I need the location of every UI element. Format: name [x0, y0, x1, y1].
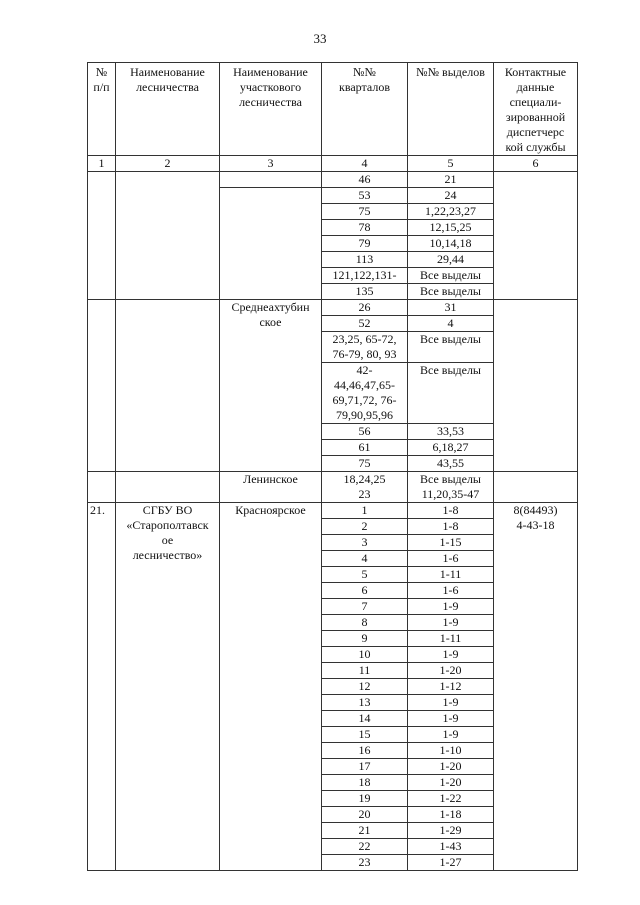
cell-lesnichestvo [116, 172, 220, 300]
cell-uchastkovoe [220, 300, 322, 472]
cell-kvartal: 15 [322, 727, 408, 743]
text-line: СГБУ ВО [142, 503, 193, 517]
forestry-table [87, 62, 578, 871]
cell-kvartal: 79 [322, 236, 408, 252]
cell-vydel: 33,53 [408, 424, 494, 440]
cell-kvartal: 23 [322, 855, 408, 871]
cell-lesnichestvo [116, 503, 220, 871]
cell-kvartal: 53 [322, 188, 408, 204]
cell-vydel: 1-11 [408, 567, 494, 583]
text-line: 44,46,47,65- [334, 378, 395, 392]
cell-vydel: 1-10 [408, 743, 494, 759]
header-kvartaly: №№ кварталов [322, 63, 408, 156]
cell-vydel: Все выделы [408, 268, 494, 284]
cell-kvartal: 1 [322, 503, 408, 519]
column-number: 4 [322, 156, 408, 172]
cell-lesnichestvo [116, 300, 220, 472]
cell-kvartal: 11 [322, 663, 408, 679]
cell-vydel: Все выделы [408, 332, 494, 363]
cell-kvartal [322, 424, 408, 440]
text-line: 61 [358, 440, 371, 454]
header-vydely: №№ выделов [408, 63, 494, 156]
text-line: Все выделы [419, 472, 481, 486]
header-contacts: Контактные данные специали- зированной диспетчерс кой службы [494, 63, 578, 156]
cell-vydel: 1-6 [408, 551, 494, 567]
text-line: 75 [358, 456, 371, 470]
cell-vydel [408, 472, 494, 503]
cell-uchastkovoe [220, 172, 322, 188]
cell-kvartal: 14 [322, 711, 408, 727]
cell-kvartal: 21 [322, 823, 408, 839]
table-row [88, 300, 578, 316]
cell-uchastkovoe: Красноярское [220, 503, 322, 871]
cell-vydel: 1-9 [408, 711, 494, 727]
cell-contacts [494, 300, 578, 472]
text-line: ское [259, 315, 282, 329]
cell-kvartal [322, 300, 408, 316]
cell-contacts [494, 472, 578, 503]
text-line: лесничество» [132, 548, 203, 562]
cell-vydel: 4 [408, 316, 494, 332]
cell-num: 21. [88, 503, 116, 871]
header-row [88, 63, 578, 156]
header-num: № п/п [88, 63, 116, 156]
cell-vydel: 1-20 [408, 663, 494, 679]
cell-kvartal: 4 [322, 551, 408, 567]
cell-kvartal: 46 [322, 172, 408, 188]
cell-kvartal: 12 [322, 679, 408, 695]
cell-vydel: Все выделы [408, 284, 494, 300]
cell-vydel: 1-20 [408, 759, 494, 775]
table-row [88, 472, 578, 503]
column-number: 5 [408, 156, 494, 172]
page-number: 33 [313, 31, 327, 46]
cell-kvartal: 135 [322, 284, 408, 300]
cell-vydel: Все выделы [408, 363, 494, 424]
cell-kvartal: 8 [322, 615, 408, 631]
cell-vydel: 1-18 [408, 807, 494, 823]
cell-kvartal: 78 [322, 220, 408, 236]
cell-kvartal: 113 [322, 252, 408, 268]
cell-vydel: 29,44 [408, 252, 494, 268]
column-number: 2 [116, 156, 220, 172]
text-line: 23,25, 65-72, [332, 332, 397, 346]
cell-vydel: 1-6 [408, 583, 494, 599]
cell-vydel: 31 [408, 300, 494, 316]
cell-kvartal: 7 [322, 599, 408, 615]
cell-vydel: 1-8 [408, 519, 494, 535]
cell-vydel: 1-9 [408, 615, 494, 631]
cell-vydel: 10,14,18 [408, 236, 494, 252]
cell-vydel: 1-27 [408, 855, 494, 871]
cell-vydel: 1-43 [408, 839, 494, 855]
cell-vydel: 1-29 [408, 823, 494, 839]
text-line: Среднеахтубин [231, 300, 310, 314]
cell-vydel: 1-22 [408, 791, 494, 807]
cell-kvartal: 3 [322, 535, 408, 551]
cell-kvartal [322, 363, 408, 424]
cell-vydel: 43,55 [408, 456, 494, 472]
cell-kvartal: 19 [322, 791, 408, 807]
cell-contacts [494, 172, 578, 300]
text-line: 4-43-18 [516, 518, 555, 532]
cell-kvartal: 18 [322, 775, 408, 791]
cell-num [88, 172, 116, 300]
cell-num [88, 472, 116, 503]
column-number: 6 [494, 156, 578, 172]
column-number-row [88, 156, 578, 172]
text-line: 23 [358, 487, 371, 501]
text-line: 8(84493) [513, 503, 558, 517]
cell-uchastkovoe: Ленинское [220, 472, 322, 503]
table-row [88, 172, 578, 188]
text-line: 11,20,35-47 [421, 487, 480, 501]
column-number: 1 [88, 156, 116, 172]
cell-kvartal: 17 [322, 759, 408, 775]
cell-vydel: 1-9 [408, 647, 494, 663]
cell-vydel: 1,22,23,27 [408, 204, 494, 220]
cell-kvartal: 75 [322, 204, 408, 220]
text-line: 56 [358, 424, 371, 438]
text-line: ое [161, 533, 174, 547]
cell-vydel: 6,18,27 [408, 440, 494, 456]
cell-kvartal [322, 456, 408, 472]
cell-kvartal: 6 [322, 583, 408, 599]
text-line: 52 [358, 316, 371, 330]
cell-lesnichestvo [116, 472, 220, 503]
cell-vydel: 1-12 [408, 679, 494, 695]
cell-kvartal: 13 [322, 695, 408, 711]
cell-kvartal: 5 [322, 567, 408, 583]
cell-vydel: 1-20 [408, 775, 494, 791]
header-lesnichestvo: Наименование лесничества [116, 63, 220, 156]
text-line: 69,71,72, 76- [332, 393, 397, 407]
cell-kvartal: 16 [322, 743, 408, 759]
cell-kvartal: 20 [322, 807, 408, 823]
cell-vydel: 1-9 [408, 599, 494, 615]
cell-vydel: 1-9 [408, 727, 494, 743]
cell-uchastkovoe [220, 188, 322, 300]
cell-vydel: 21 [408, 172, 494, 188]
table-row [88, 503, 578, 519]
cell-kvartal: 10 [322, 647, 408, 663]
text-line: 26 [358, 300, 371, 314]
cell-kvartal: 121,122,131- [322, 268, 408, 284]
cell-kvartal [322, 440, 408, 456]
cell-kvartal: 9 [322, 631, 408, 647]
column-number: 3 [220, 156, 322, 172]
cell-vydel: 24 [408, 188, 494, 204]
header-uchastkovoe: Наименование участкового лесничества [220, 63, 322, 156]
cell-kvartal [322, 332, 408, 363]
cell-num [88, 300, 116, 472]
cell-contacts [494, 503, 578, 871]
cell-vydel: 12,15,25 [408, 220, 494, 236]
text-line: 79,90,95,96 [336, 408, 393, 422]
cell-kvartal [322, 316, 408, 332]
cell-vydel: 1-8 [408, 503, 494, 519]
text-line: «Старополтавск [126, 518, 209, 532]
text-line: 18,24,25 [343, 472, 386, 486]
cell-kvartal: 2 [322, 519, 408, 535]
text-line: 42- [356, 363, 373, 377]
cell-kvartal [322, 472, 408, 503]
cell-vydel: 1-9 [408, 695, 494, 711]
cell-vydel: 1-11 [408, 631, 494, 647]
cell-vydel: 1-15 [408, 535, 494, 551]
cell-kvartal: 22 [322, 839, 408, 855]
text-line: 76-79, 80, 93 [332, 347, 397, 361]
